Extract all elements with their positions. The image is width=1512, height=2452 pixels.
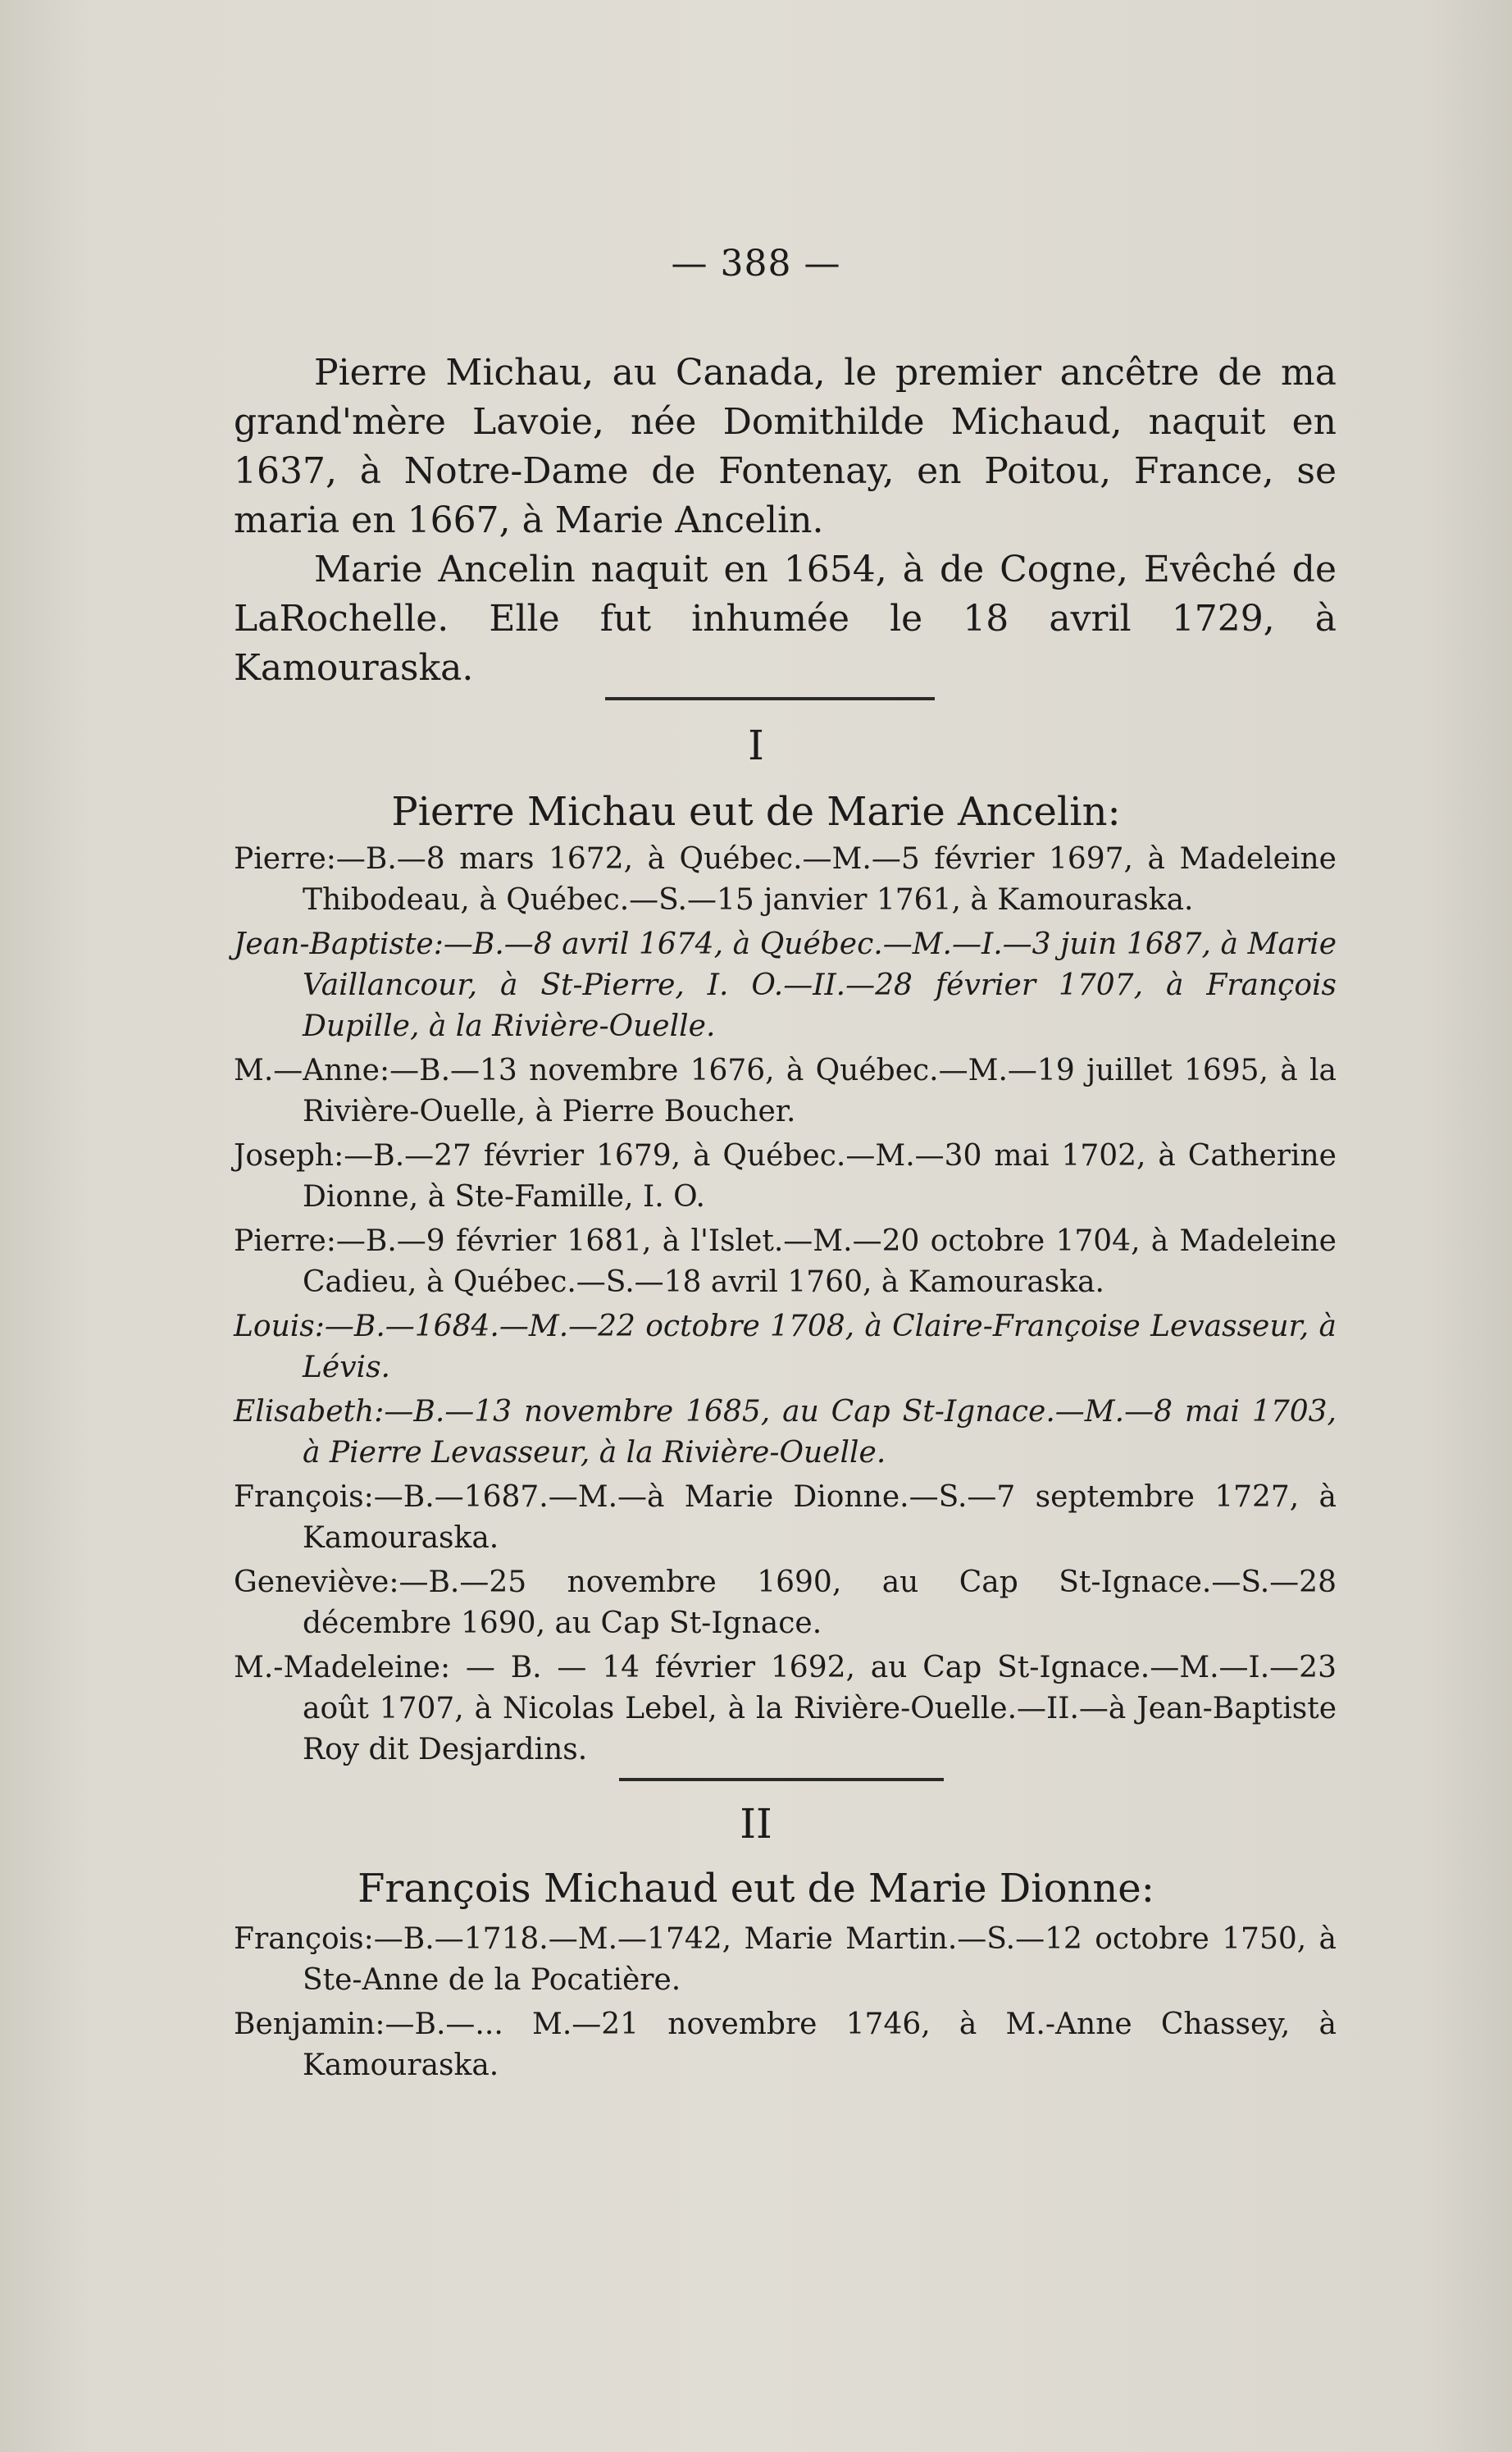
genealogy-entry: François:—B.—1718.—M.—1742, Marie Martin.—S.—12 octobre 1750, à Ste-Anne de la Pocatière. bbox=[234, 1922, 1337, 1997]
genealogy-entry: Louis:—B.—1684.—M.—22 octobre 1708, à Claire-Françoise Levasseur, à Lévis. bbox=[234, 1310, 1337, 1384]
section-numeral: I bbox=[748, 722, 764, 769]
genealogy-entry: François:—B.—1687.—M.—à Marie Dionne.—S.—7 septembre 1727, à Kamouraska. bbox=[234, 1480, 1337, 1555]
section-heading: François Michaud eut de Marie Dionne: bbox=[358, 1866, 1154, 1912]
genealogy-entry: Jean-Baptiste:—B.—8 avril 1674, à Québec.—M.—I.—3 juin 1687, à Marie Vaillancour, à St-Pierre, I. O.—II.—28 février 1707, à François Dupille, à la Rivière-Ouelle. bbox=[234, 927, 1337, 1043]
genealogy-entry: Joseph:—B.—27 février 1679, à Québec.—M.—30 mai 1702, à Catherine Dionne, à Ste-Famille, I. O. bbox=[234, 1139, 1337, 1214]
genealogy-entry: Geneviève:—B.—25 novembre 1690, au Cap St-Ignace.—S.—28 décembre 1690, au Cap St-Ignace. bbox=[234, 1566, 1337, 1640]
section-divider bbox=[605, 697, 935, 700]
section-numeral: II bbox=[740, 1800, 772, 1848]
intro-paragraph-1: Pierre Michau, au Canada, le premier ancêtre de ma grand'mère Lavoie, née Domithilde Michaud, naquit en 1637, à Notre-Dame de Fontenay, en Poitou, France, se maria en 1667, à Marie Ancelin. bbox=[234, 352, 1337, 541]
genealogy-entry: Pierre:—B.—8 mars 1672, à Québec.—M.—5 février 1697, à Madeleine Thibodeau, à Québec.—S.—15 janvier 1761, à Kamouraska. bbox=[234, 842, 1337, 917]
section-divider bbox=[619, 1778, 944, 1781]
page-number: — 388 — bbox=[671, 243, 841, 285]
genealogy-entry: Benjamin:—B.—... M.—21 novembre 1746, à M.-Anne Chassey, à Kamouraska. bbox=[234, 2008, 1337, 2082]
genealogy-entry: Elisabeth:—B.—13 novembre 1685, au Cap St-Ignace.—M.—8 mai 1703, à Pierre Levasseur, à la Rivière-Ouelle. bbox=[234, 1395, 1337, 1470]
genealogy-entry: M.-Madeleine: — B. — 14 février 1692, au Cap St-Ignace.—M.—I.—23 août 1707, à Nicolas Lebel, à la Rivière-Ouelle.—II.—à Jean-Baptiste Roy dit Desjardins. bbox=[234, 1651, 1337, 1766]
genealogy-entry: Pierre:—B.—9 février 1681, à l'Islet.—M.—20 octobre 1704, à Madeleine Cadieu, à Québec.—S.—18 avril 1760, à Kamouraska. bbox=[234, 1224, 1337, 1299]
intro-paragraph-2: Marie Ancelin naquit en 1654, à de Cogne, Evêché de LaRochelle. Elle fut inhumée le 18 avril 1729, à Kamouraska. bbox=[234, 549, 1337, 689]
intro-text bbox=[234, 349, 1337, 693]
genealogy-entry: M.—Anne:—B.—13 novembre 1676, à Québec.—M.—19 juillet 1695, à la Rivière-Ouelle, à Pierre Boucher. bbox=[234, 1054, 1337, 1128]
section-heading: Pierre Michau eut de Marie Ancelin: bbox=[391, 789, 1121, 835]
genealogy-entries bbox=[234, 1919, 1337, 2090]
genealogy-entries bbox=[234, 839, 1337, 1774]
